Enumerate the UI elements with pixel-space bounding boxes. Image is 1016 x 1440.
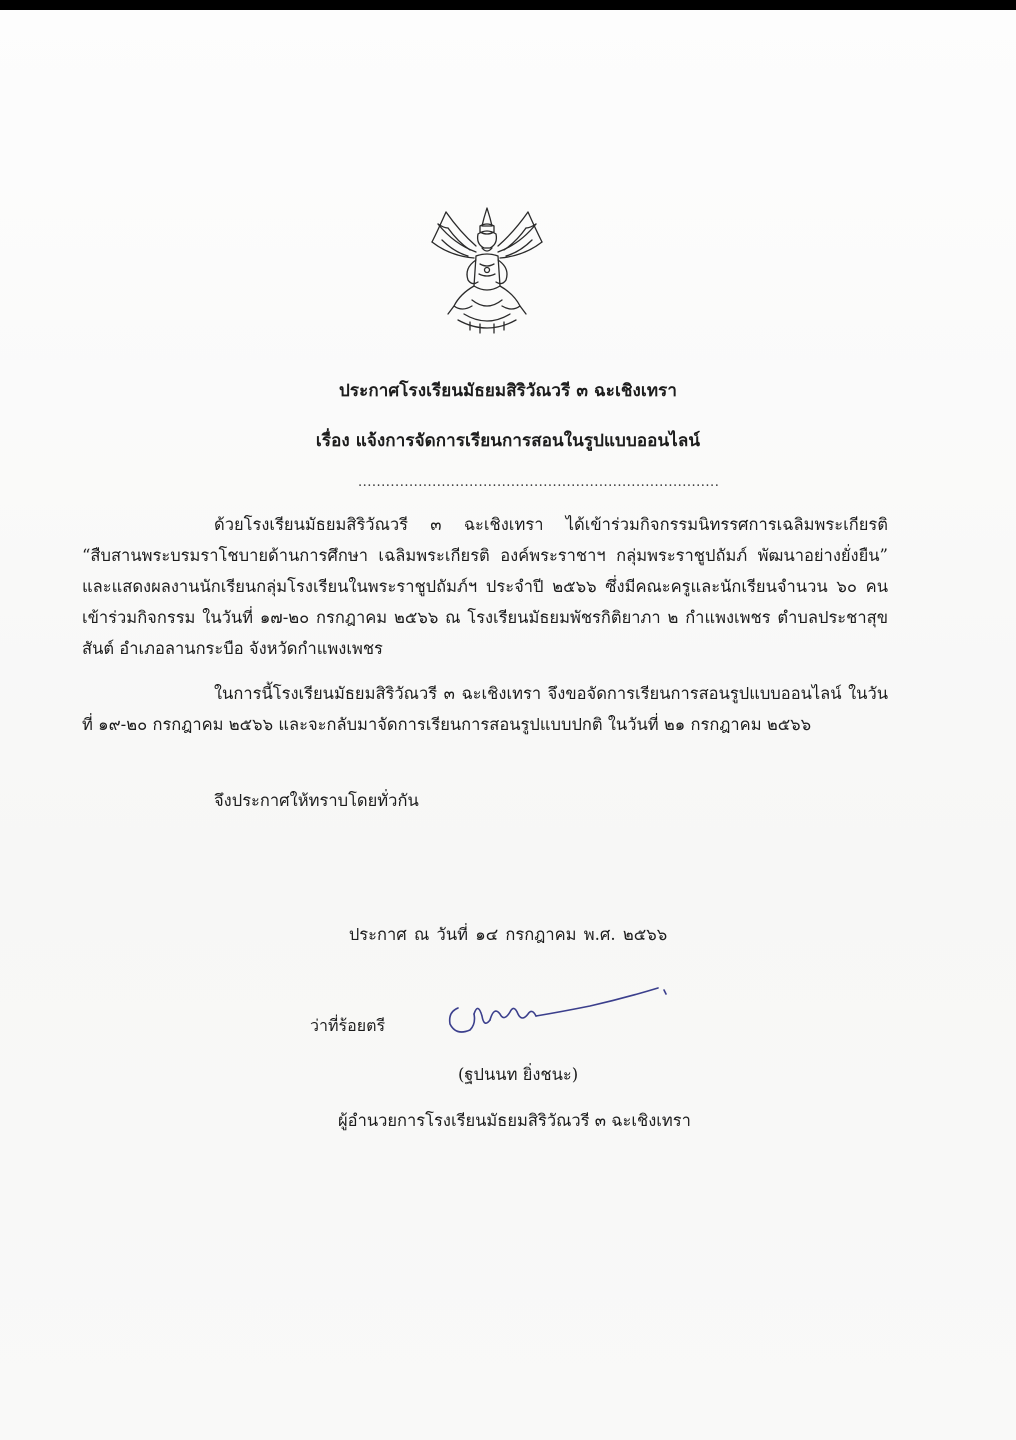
title-divider: ..............................................................................: [358, 475, 720, 490]
signer-name: (ฐปนนท ยิ่งชนะ): [458, 1065, 579, 1084]
signer-position: ผู้อำนวยการโรงเรียนมัธยมสิริวัณวรี ๓ ฉะเชิงเทรา: [338, 1111, 691, 1130]
handwritten-signature: [430, 972, 680, 1042]
garuda-emblem-icon: [424, 202, 550, 338]
announcement-subject: เรื่อง แจ้งการจัดการเรียนการสอนในรูปแบบออนไลน์: [315, 431, 701, 451]
announcement-title: ประกาศโรงเรียนมัธยมสิริวัณวรี ๓ ฉะเชิงเทรา: [338, 381, 678, 401]
body-paragraph-2: ในการนี้โรงเรียนมัธยมสิริวัณวรี ๓ ฉะเชิงเทรา จึงขอจัดการเรียนการสอนรูปแบบออนไลน์ ในวันที่ ๑๙-๒๐ กรกฎาคม ๒๕๖๖ และจะกลับมาจัดการเรียนการสอนรูปแบบปกติ ในวันที่ ๒๑ กรกฎาคม ๒๕๖๖: [82, 684, 888, 734]
announcement-date: ประกาศ ณ วันที่ ๑๔ กรกฎาคม พ.ศ. ๒๕๖๖: [348, 925, 668, 944]
closing-statement: จึงประกาศให้ทราบโดยทั่วกัน: [214, 791, 419, 810]
body-paragraph-1: ด้วยโรงเรียนมัธยมสิริวัณวรี ๓ ฉะเชิงเทรา ได้เข้าร่วมกิจกรรมนิทรรศการเฉลิมพระเกียรติ “สืบสานพระบรมราโชบายด้านการศึกษา เฉลิมพระเกียรติ องค์พระราชาฯ กลุ่มพระราชูปถัมภ์ พัฒนาอย่างยั่งยืน” และแสดงผลงานนักเรียนกลุ่มโรงเรียนในพระราชูปถัมภ์ฯ ประจำปี ๒๕๖๖ ซึ่งมีคณะครูและนักเรียนจำนวน ๖๐ คน เข้าร่วมกิจกรรม ในวันที่ ๑๗-๒๐ กรกฎาคม ๒๕๖๖ ณ โรงเรียนมัธยมพัชรกิติยาภา ๒ กำแพงเพชร ตำบลประชาสุขสันต์ อำเภอลานกระบือ จังหวัดกำแพงเพชร: [82, 515, 888, 658]
signer-rank: ว่าที่ร้อยตรี: [310, 1016, 386, 1035]
top-border-bar: [0, 0, 1016, 10]
